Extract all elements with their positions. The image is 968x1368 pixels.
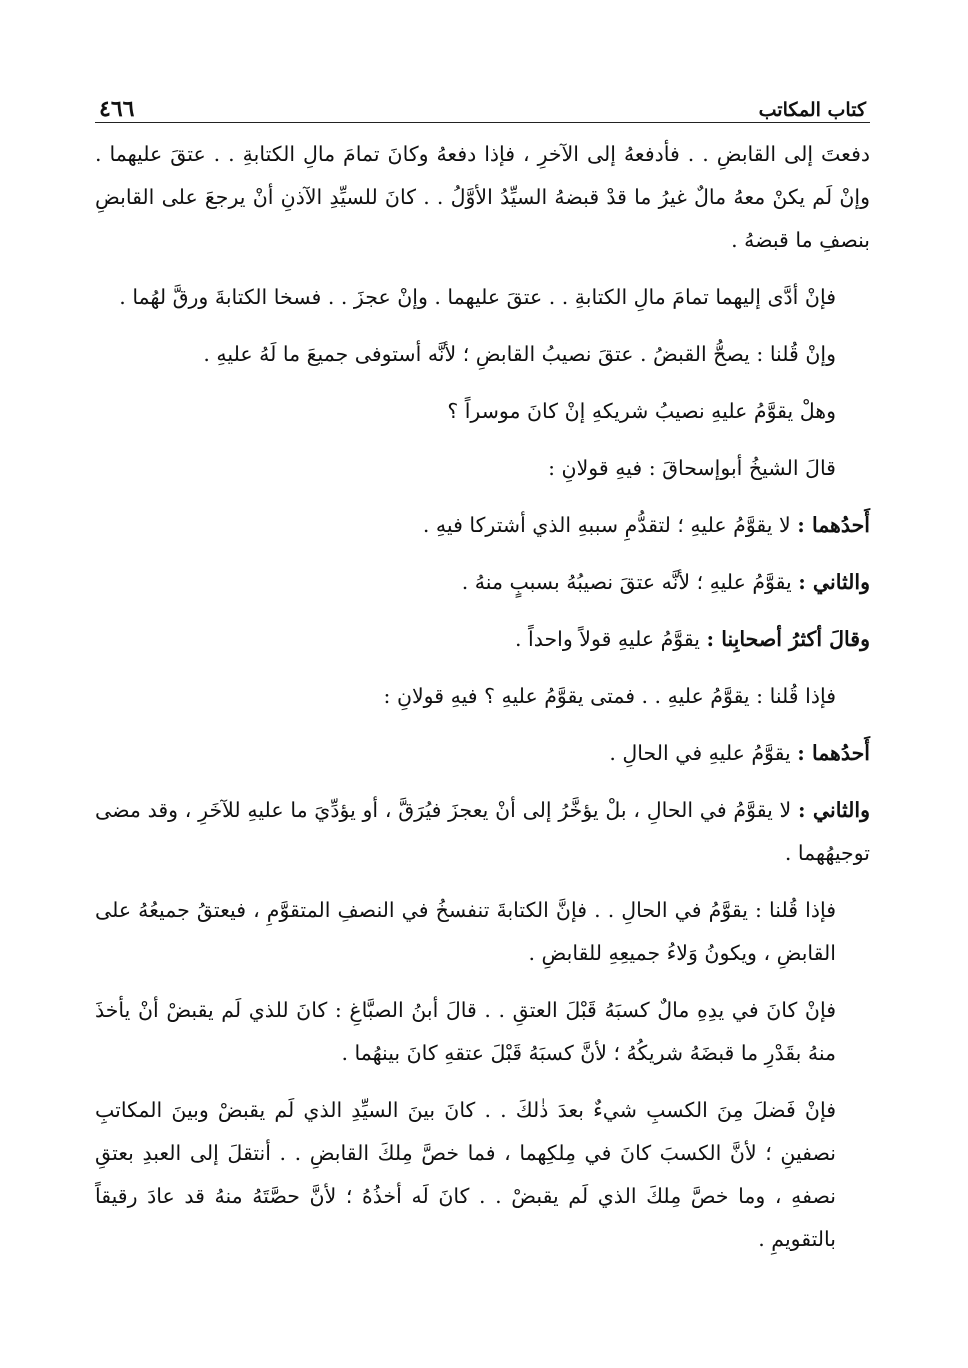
- paragraph: [95, 447, 870, 490]
- book-page: [95, 80, 870, 1275]
- paragraph-text: فإذا قُلنا : يقوَّمُ في الحالِ . . فإنَّ الكتابةَ تنفسخُ في النصفِ المتقوَّمِ ، فيعتقُ جميعُهُ على القابضِ ، ويكونُ وَلاءُ جميعِهِ للقابضِ .: [95, 898, 836, 965]
- paragraph: [95, 789, 870, 875]
- paragraph-lead: أَحدُهما :: [797, 513, 870, 537]
- paragraph: [95, 390, 870, 433]
- paragraph-text: وإنْ قُلنا : يصحُّ القبضُ . عتقَ نصيبُ القابضِ ؛ لأنَّه أستوفى جميعَ ما لَهُ عليهِ .: [203, 342, 836, 366]
- page-header: [95, 80, 870, 123]
- paragraph: [95, 504, 870, 547]
- paragraph-text: يقوَّمُ عليهِ ؛ لأنَّه عتقَ نصيبُهُ بسببٍ منهُ .: [461, 570, 792, 594]
- paragraph-text: وهلْ يقوَّمُ عليهِ نصيبُ شريكهِ إنْ كانَ موسراً ؟: [447, 399, 836, 423]
- page-number: ٤٦٦: [99, 96, 135, 122]
- paragraph-text: فإنْ أدَّى إليهما تمامَ مالِ الكتابةِ . . عتقَ عليهما . وإنْ عجزَ . . فسخا الكتابةَ ورقَّ لهُما .: [119, 285, 836, 309]
- paragraph: [95, 889, 870, 975]
- paragraph: [95, 276, 870, 319]
- paragraph: [95, 333, 870, 376]
- paragraph-text: يقوَّمُ عليهِ قولاً واحداً .: [515, 627, 700, 651]
- paragraph-lead: وقالَ أكثرُ أصحابِنا :: [706, 627, 870, 651]
- running-title: كتاب المكاتب: [758, 99, 866, 121]
- paragraph-text: فإذا قُلنا : يقوَّمُ عليهِ . . فمتى يقوَّمُ عليهِ ؟ فيهِ قولانِ :: [383, 684, 836, 708]
- paragraph-text: دفعتَ إلى القابضِ . . فأدفعهُ إلى الآخرِ ، فإذا دفعهُ وكانَ تمامَ مالِ الكتابةِ . . عتقَ عليهما . وإنْ لَم يكنْ معهُ مالٌ غيرُ ما قدْ قبضهُ السيِّدُ الأوَّلُ . . كانَ للسيِّدِ الآذنِ أنْ يرجعَ على القابضِ بنصفِ ما قبضهُ .: [95, 142, 870, 252]
- paragraph-text: فإنْ فَضلَ مِنَ الكسبِ شيءٌ بعدَ ذٰلكَ . . كانَ بينَ السيِّدِ الذي لَم يقبضْ وبينَ المكاتبِ نصفينِ ؛ لأنَّ الكسبَ كانَ في مِلكِهما ، فما خصَّ مِلكَ القابضِ . . أنتقلَ إلى العبدِ بعتقِ نصفهِ ، وما خصَّ مِلكَ الذي لَم يقبضْ . . كانَ لَه أخذُهُ ؛ لأنَّ حصَّتَهُ منهُ قد عادَ رقيقاً بالتقويمِ .: [95, 1098, 836, 1251]
- page-body: [95, 133, 870, 1261]
- paragraph-text: يقوَّمُ عليهِ في الحالِ .: [609, 741, 791, 765]
- paragraph: [95, 675, 870, 718]
- paragraph: [95, 133, 870, 262]
- paragraph: [95, 732, 870, 775]
- paragraph-text: قالَ الشيخُ أبوإسحاقَ : فيهِ قولانِ :: [548, 456, 836, 480]
- paragraph-text: لا يقوَّمُ في الحالِ ، بلْ يؤخَّرُ إلى أنْ يعجزَ فيُرَقَّ ، أو يؤدِّيَ ما عليهِ للآخَرِ ، وقد مضى توجيهُهما .: [95, 798, 870, 865]
- paragraph-text: فإنْ كانَ في يدِهِ مالٌ كسبَهُ قَبْلَ العتقِ . . قالَ أبنُ الصبَّاغِ : كانَ للذي لَم يقبضْ أنْ يأخذَ منهُ بقَدْرِ ما قبضَهُ شريكُهُ ؛ لأنَّ كسبَهُ قَبْلَ عتقهِ كانَ بينهُما .: [95, 998, 836, 1065]
- paragraph: [95, 618, 870, 661]
- paragraph: [95, 1089, 870, 1261]
- paragraph-text: لا يقوَّمُ عليهِ ؛ لتقدُّمِ سببهِ الذي أشتركا فيهِ .: [422, 513, 791, 537]
- paragraph-lead: والثاني :: [798, 570, 870, 594]
- paragraph-lead: أَحدُهما :: [797, 741, 870, 765]
- paragraph: [95, 989, 870, 1075]
- paragraph: [95, 561, 870, 604]
- paragraph-lead: والثاني :: [797, 798, 870, 822]
